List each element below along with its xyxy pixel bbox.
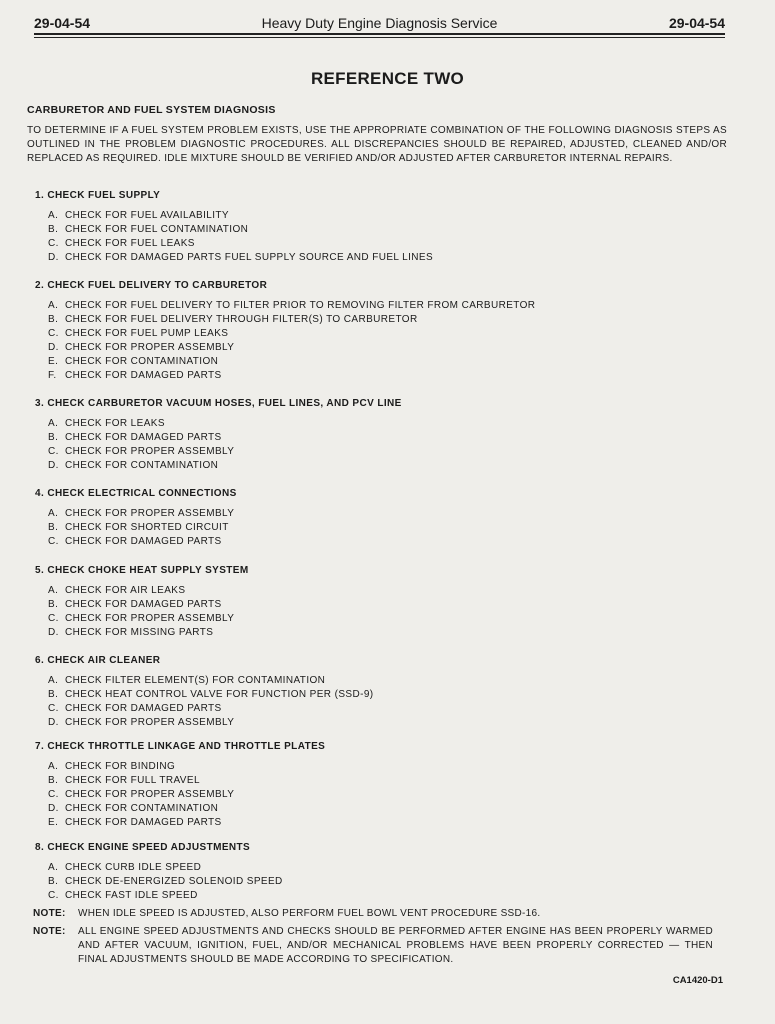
step-6 <box>35 654 725 730</box>
section-heading: CARBURETOR AND FUEL SYSTEM DIAGNOSIS <box>27 104 276 116</box>
note-label: NOTE: <box>33 908 66 919</box>
header-title: Heavy Duty Engine Diagnosis Service <box>261 15 498 31</box>
step-title: 3. CHECK CARBURETOR VACUUM HOSES, FUEL LINES, AND PCV LINE <box>35 398 402 409</box>
list-item: E. CHECK FOR CONTAMINATION <box>48 356 219 367</box>
list-item: A. CHECK FOR FUEL DELIVERY TO FILTER PRIOR TO REMOVING FILTER FROM CARBURETOR <box>48 300 536 311</box>
list-item: B. CHECK DE-ENERGIZED SOLENOID SPEED <box>48 876 283 887</box>
note-label: NOTE: <box>33 926 66 937</box>
step-5 <box>35 564 725 640</box>
list-item: A. CHECK FOR BINDING <box>48 761 176 772</box>
list-item: D. CHECK FOR CONTAMINATION <box>48 460 219 471</box>
list-item: A. CHECK FOR LEAKS <box>48 418 165 429</box>
page-title: REFERENCE TWO <box>310 69 465 88</box>
step-title: 6. CHECK AIR CLEANER <box>35 655 161 666</box>
list-item: E. CHECK FOR DAMAGED PARTS <box>48 817 222 828</box>
note-text: WHEN IDLE SPEED IS ADJUSTED, ALSO PERFORM FUEL BOWL VENT PROCEDURE SSD-16. <box>78 908 541 919</box>
list-item: C. CHECK FAST IDLE SPEED <box>48 890 198 901</box>
list-item: A. CHECK FOR FUEL AVAILABILITY <box>48 210 229 221</box>
list-item: D. CHECK FOR PROPER ASSEMBLY <box>48 342 235 353</box>
list-item: F. CHECK FOR DAMAGED PARTS <box>48 370 222 381</box>
header-page-number-right: 29-04-54 <box>668 15 725 31</box>
list-item: D. CHECK FOR DAMAGED PARTS FUEL SUPPLY SOURCE AND FUEL LINES <box>48 252 434 263</box>
list-item: D. CHECK FOR PROPER ASSEMBLY <box>48 717 235 728</box>
list-item: B. CHECK FOR DAMAGED PARTS <box>48 599 222 610</box>
step-4 <box>35 487 725 549</box>
list-item: A. CHECK FILTER ELEMENT(S) FOR CONTAMINATION <box>48 675 326 686</box>
step-title: 8. CHECK ENGINE SPEED ADJUSTMENTS <box>35 842 251 853</box>
header-rule-thick <box>34 33 725 35</box>
list-item: C. CHECK FOR DAMAGED PARTS <box>48 536 222 547</box>
step-8 <box>35 841 725 903</box>
note-text: ALL ENGINE SPEED ADJUSTMENTS AND CHECKS SHOULD BE PERFORMED AFTER ENGINE HAS BEEN PROPERLY WARMED AND AFTER VACUUM, IGNITION, FUEL, AND/OR MECHANICAL PROBLEMS HAVE BEEN PROPERLY CORRECTED — THEN FINAL ADJUSTMENTS SHOULD BE MADE ACCORDING TO SPECIFICATION. <box>78 926 713 965</box>
list-item: A. CHECK CURB IDLE SPEED <box>48 862 202 873</box>
list-item: B. CHECK FOR FUEL CONTAMINATION <box>48 224 249 235</box>
list-item: C. CHECK FOR FUEL LEAKS <box>48 238 195 249</box>
note-1 <box>33 907 713 921</box>
step-title: 2. CHECK FUEL DELIVERY TO CARBURETOR <box>35 280 268 291</box>
list-item: A. CHECK FOR PROPER ASSEMBLY <box>48 508 235 519</box>
intro-paragraph: TO DETERMINE IF A FUEL SYSTEM PROBLEM EXISTS, USE THE APPROPRIATE COMBINATION OF THE FOLLOWING DIAGNOSIS STEPS AS OUTLINED IN THE PROBLEM DIAGNOSTIC PROCEDURES. ALL DISCREPANCIES SHOULD BE REPAIRED, ADJUSTED, CLEANED AND/OR REPLACED AS REQUIRED. IDLE MIXTURE SHOULD BE VERIFIED AND/OR ADJUSTED AFTER CARBURETOR INTERNAL REPAIRS. <box>27 125 727 164</box>
list-item: D. CHECK FOR MISSING PARTS <box>48 627 214 638</box>
page-header <box>34 13 725 33</box>
step-title: 1. CHECK FUEL SUPPLY <box>35 190 161 201</box>
step-title: 5. CHECK CHOKE HEAT SUPPLY SYSTEM <box>35 565 249 576</box>
list-item: C. CHECK FOR FUEL PUMP LEAKS <box>48 328 229 339</box>
list-item: A. CHECK FOR AIR LEAKS <box>48 585 186 596</box>
step-7 <box>35 740 725 830</box>
step-title: 4. CHECK ELECTRICAL CONNECTIONS <box>35 488 237 499</box>
header-page-number-left: 29-04-54 <box>34 15 91 31</box>
step-3 <box>35 397 725 473</box>
list-item: C. CHECK FOR DAMAGED PARTS <box>48 703 222 714</box>
step-1 <box>35 189 725 265</box>
header-rule-thin <box>34 37 725 38</box>
list-item: C. CHECK FOR PROPER ASSEMBLY <box>48 446 235 457</box>
figure-code: CA1420-D1 <box>672 975 723 986</box>
list-item: C. CHECK FOR PROPER ASSEMBLY <box>48 789 235 800</box>
step-title: 7. CHECK THROTTLE LINKAGE AND THROTTLE PLATES <box>35 741 326 752</box>
list-item: B. CHECK FOR FUEL DELIVERY THROUGH FILTER(S) TO CARBURETOR <box>48 314 418 325</box>
list-item: B. CHECK FOR FULL TRAVEL <box>48 775 200 786</box>
list-item: B. CHECK FOR DAMAGED PARTS <box>48 432 222 443</box>
note-2 <box>33 925 713 967</box>
list-item: D. CHECK FOR CONTAMINATION <box>48 803 219 814</box>
list-item: B. CHECK FOR SHORTED CIRCUIT <box>48 522 229 533</box>
list-item: C. CHECK FOR PROPER ASSEMBLY <box>48 613 235 624</box>
step-2 <box>35 279 725 383</box>
list-item: B. CHECK HEAT CONTROL VALVE FOR FUNCTION PER (SSD-9) <box>48 689 374 700</box>
